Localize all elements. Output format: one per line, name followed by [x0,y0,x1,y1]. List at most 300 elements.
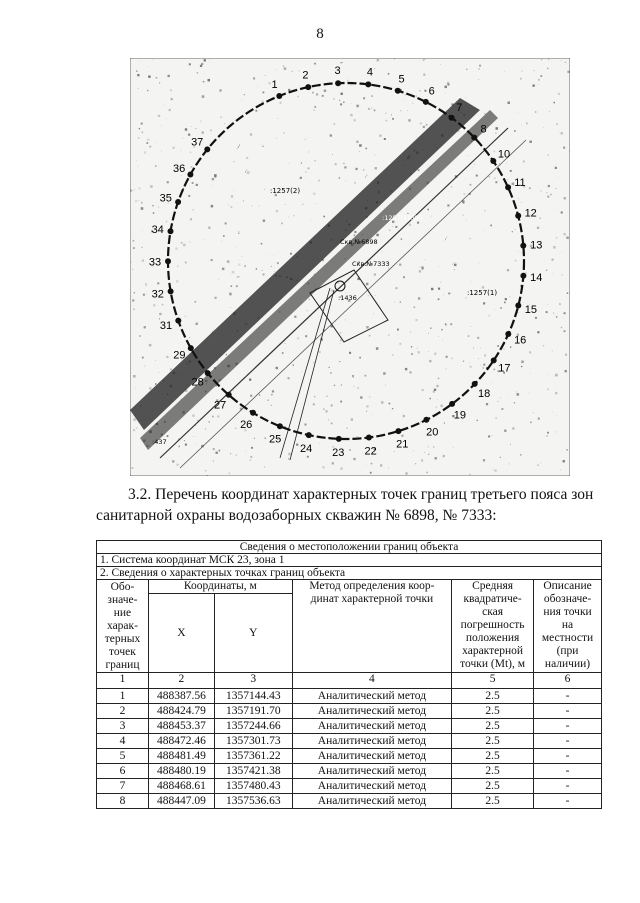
map-speckle [416,96,417,97]
map-speckle [533,85,535,87]
map-speckle [470,366,472,368]
map-speckle [342,437,343,438]
map-speckle [368,295,369,296]
map-speckle [443,455,445,457]
map-speckle [440,282,441,283]
map-speckle [309,299,310,300]
map-speckle [331,289,333,291]
map-speckle [340,332,342,334]
map-speckle [363,169,365,171]
boundary-point-10 [490,158,496,164]
map-speckle [289,163,290,164]
map-speckle [147,90,148,91]
map-speckle [331,423,333,425]
map-speckle [305,139,306,140]
map-speckle [512,428,514,430]
map-speckle [139,200,140,201]
map-speckle [423,126,425,128]
map-speckle [359,357,361,359]
map-speckle [426,472,428,474]
map-speckle [331,410,332,411]
map-speckle [561,132,563,134]
map-speckle [385,385,386,386]
map-speckle [559,303,560,304]
map-speckle [428,351,429,352]
map-speckle [563,318,564,319]
map-speckle [405,94,406,95]
map-speckle [192,182,194,184]
map-speckle [498,401,499,402]
map-speckle [141,207,144,210]
map-speckle [239,276,240,277]
cell-desc: - [534,779,602,794]
map-speckle [564,330,566,332]
map-speckle [529,351,531,353]
map-speckle [553,246,556,249]
boundary-point-label: 11 [514,177,526,189]
map-speckle [403,100,404,101]
map-speckle [446,325,447,326]
map-speckle [208,79,211,82]
map-speckle [158,115,160,117]
map-speckle [471,326,472,327]
map-speckle [292,71,293,72]
map-speckle [518,199,519,200]
map-speckle [319,443,320,444]
map-speckle [507,179,508,180]
map-speckle [156,77,158,79]
map-speckle [497,345,499,347]
cell-x: 488472.46 [148,734,214,749]
map-speckle [294,316,296,318]
cell-err: 2.5 [452,734,534,749]
map-speckle [438,378,439,379]
map-speckle [331,405,333,407]
map-speckle [285,343,286,344]
map-speckle [132,467,134,469]
map-speckle [547,432,549,434]
map-speckle [139,335,141,337]
table-row [97,764,602,779]
map-speckle [541,191,542,192]
map-speckle [164,104,165,105]
map-speckle [469,362,470,363]
map-speckle [517,251,518,252]
map-speckle [184,440,185,441]
map-speckle [470,184,472,186]
map-speckle [192,415,194,417]
cell-x: 488447.09 [148,794,214,809]
map-speckle [204,74,205,75]
map-speckle [424,59,425,60]
map-speckle [494,151,496,153]
map-speckle [421,459,423,461]
map-speckle [135,388,136,389]
map-speckle [190,218,192,220]
map-speckle [354,386,355,387]
map-speckle [197,72,198,73]
boundary-point-label: 7 [456,102,463,115]
map-speckle [566,237,569,240]
cell-err: 2.5 [452,689,534,704]
map-speckle [236,285,238,287]
map-speckle [138,166,139,167]
boundary-point-label: 21 [396,438,409,451]
cell-method: Аналитический метод [292,704,451,719]
boundary-point-label: 14 [530,271,543,284]
table-row [97,794,602,809]
map-speckle [161,151,162,152]
map-speckle [388,468,389,469]
map-speckle [379,135,381,137]
map-speckle [288,453,291,456]
map-speckle [301,162,302,163]
map-speckle [139,128,140,129]
map-speckle [340,339,342,341]
map-speckle [284,67,287,70]
boundary-point-15 [515,303,521,309]
map-speckle [159,313,161,315]
cell-n: 7 [97,779,149,794]
table-row [97,779,602,794]
map-speckle [149,387,152,390]
cell-method: Аналитический метод [292,779,451,794]
map-speckle [351,85,352,86]
map-speckle [354,235,356,237]
map-speckle [212,178,214,180]
map-speckle [202,131,204,133]
map-speckle [142,231,143,232]
map-speckle [173,147,175,149]
map-speckle [195,128,196,129]
map-speckle [337,282,339,284]
map-speckle [548,185,550,187]
map-speckle [567,292,569,294]
map-speckle [423,59,425,61]
boundary-point-label: 17 [498,362,511,375]
map-speckle [205,470,206,471]
map-speckle [565,62,566,63]
map-speckle [472,168,473,169]
map-speckle [552,259,554,261]
map-speckle [448,84,450,86]
map-speckle [218,279,219,280]
map-speckle [375,295,376,296]
map-speckle [168,75,170,77]
map-speckle [439,266,440,267]
map-speckle [399,264,401,266]
map-speckle [185,262,187,264]
map-speckle [376,234,378,236]
map-speckle [446,356,448,358]
map-speckle [445,323,447,325]
boundary-point-16 [505,331,511,337]
cell-desc: - [534,689,602,704]
map-speckle [440,64,441,65]
map-speckle [495,133,496,134]
map-speckle [428,333,429,334]
cell-method: Аналитический метод [292,794,451,809]
map-speckle [297,96,299,98]
map-speckle [297,337,299,339]
map-speckle [334,385,335,386]
map-speckle [412,103,413,104]
map-speckle [414,306,416,308]
map-speckle [565,370,567,372]
map-speckle [546,311,548,313]
map-speckle [251,447,253,449]
map-speckle [345,320,346,321]
map-speckle [403,276,405,278]
map-speckle [134,190,135,191]
map-speckle [143,294,145,296]
map-speckle [472,281,473,282]
map-speckle [561,327,562,328]
map-speckle [323,216,325,218]
table-row [97,749,602,764]
map-speckle [195,443,196,444]
map-speckle [483,459,485,461]
map-speckle [351,103,352,104]
cell-err: 2.5 [452,749,534,764]
map-speckle [149,146,151,148]
map-speckle [196,323,198,325]
map-speckle [269,82,271,84]
table-row [97,719,602,734]
cell-y: 1357480.43 [214,779,292,794]
header-description: Описание обозначе-ния точки на местности (при наличии) [534,580,602,673]
map-speckle [190,242,191,243]
map-speckle [564,233,566,235]
map-speckle [480,366,481,367]
map-speckle [239,260,240,261]
boundary-point-35 [175,199,181,205]
boundary-point-8 [471,135,477,141]
map-speckle [176,280,179,283]
boundary-point-14 [520,273,526,279]
map-speckle [388,334,390,336]
map-speckle [183,244,186,247]
map-speckle [445,93,446,94]
map-speckle [499,163,500,164]
map-speckle [422,268,424,270]
parcel-label-a: :1257(2) [270,187,301,195]
map-speckle [546,270,547,271]
map-speckle [386,120,388,122]
boundary-point-label: 37 [191,136,204,149]
map-speckle [139,188,141,190]
map-speckle [257,86,258,87]
map-speckle [330,372,331,373]
map-speckle [147,67,148,68]
map-speckle [454,269,455,270]
cell-n: 3 [97,719,149,734]
map-speckle [368,108,370,110]
map-speckle [205,429,206,430]
map-speckle [561,60,562,61]
map-speckle [201,63,203,65]
map-speckle [431,216,432,217]
map-speckle [516,391,517,392]
boundary-point-12 [515,213,521,219]
map-speckle [468,335,470,337]
map-speckle [488,315,490,317]
boundary-point-label: 1 [271,78,278,91]
map-speckle [277,118,278,119]
map-speckle [501,408,503,410]
map-speckle [363,97,365,99]
map-speckle [316,203,317,204]
map-speckle [484,210,485,211]
parcel-label-e: :1257(1)000 [382,214,423,222]
map-speckle [343,163,344,164]
map-speckle [230,307,231,308]
map-speckle [510,444,511,445]
map-speckle [518,112,519,113]
map-speckle [495,470,497,472]
map-speckle [354,182,355,183]
site-map [130,58,570,476]
col-number: 4 [292,673,451,689]
cell-x: 488424.79 [148,704,214,719]
boundary-point-label: 6 [428,85,435,98]
map-speckle [405,368,407,370]
map-speckle [138,137,140,139]
boundary-point-label: 19 [453,409,467,422]
map-speckle [504,430,506,432]
map-speckle [322,300,323,301]
map-speckle [339,343,340,344]
map-speckle [313,403,315,405]
map-speckle [415,319,417,321]
map-speckle [366,411,367,412]
map-speckle [548,154,549,155]
map-speckle [354,119,356,121]
map-speckle [213,329,214,330]
map-speckle [213,448,215,450]
map-speckle [335,163,337,165]
map-speckle [314,396,315,397]
boundary-point-13 [520,243,526,249]
map-speckle [413,451,414,452]
map-speckle [157,282,159,284]
map-speckle [310,220,311,221]
map-speckle [530,373,531,374]
map-speckle [508,102,511,105]
cell-desc: - [534,794,602,809]
map-speckle [198,308,199,309]
cell-y: 1357144.43 [214,689,292,704]
map-speckle [280,102,282,104]
map-speckle [189,63,191,65]
map-speckle [540,463,541,464]
map-speckle [566,449,568,451]
map-speckle [231,285,233,287]
map-speckle [271,405,272,406]
map-speckle [223,235,225,237]
cell-n: 5 [97,749,149,764]
map-speckle [401,110,402,111]
map-speckle [473,348,474,349]
cell-n: 2 [97,704,149,719]
map-speckle [352,458,353,459]
map-speckle [141,202,143,204]
map-speckle [261,243,263,245]
map-speckle [490,225,492,227]
map-speckle [486,403,488,405]
boundary-point-label: 32 [151,288,164,301]
map-speckle [434,353,437,356]
map-speckle [535,317,537,319]
map-speckle [233,390,234,391]
map-speckle [395,226,397,228]
map-speckle [450,323,452,325]
map-speckle [443,340,444,341]
map-speckle [264,466,265,467]
map-speckle [225,223,227,225]
map-speckle [159,372,160,373]
cell-n: 1 [97,689,149,704]
map-speckle [556,123,558,125]
map-speckle [145,366,146,367]
map-speckle [268,400,269,401]
map-speckle [435,457,437,459]
map-speckle [371,414,372,415]
map-speckle [259,110,260,111]
map-speckle [426,124,428,126]
col-number: 5 [452,673,534,689]
map-speckle [332,462,334,464]
map-speckle [229,473,230,474]
map-speckle [437,399,438,400]
map-speckle [264,189,265,190]
map-speckle [550,194,551,195]
map-speckle [319,351,321,353]
map-speckle [318,180,320,182]
map-speckle [478,358,479,359]
map-speckle [344,166,346,168]
map-speckle [204,59,206,61]
map-speckle [325,410,327,412]
map-speckle [211,259,213,261]
map-speckle [448,293,450,295]
boundary-point-label: 31 [159,320,173,332]
map-speckle [533,412,534,413]
map-speckle [147,139,149,141]
map-speckle [166,118,167,119]
map-speckle [554,208,555,209]
map-speckle [230,453,231,454]
boundary-point-label: 23 [332,446,345,459]
map-speckle [563,147,565,149]
map-speckle [221,241,222,242]
map-speckle [137,74,139,76]
map-speckle [446,237,447,238]
map-speckle [417,348,418,349]
map-speckle [181,175,182,176]
map-speckle [546,192,547,193]
map-speckle [239,373,240,374]
map-speckle [144,151,146,153]
map-speckle [483,230,484,231]
map-speckle [135,200,137,202]
map-speckle [276,70,277,71]
map-speckle [548,59,549,60]
map-speckle [521,366,522,367]
map-speckle [517,393,520,396]
boundary-point-34 [168,228,174,234]
map-speckle [190,152,191,153]
